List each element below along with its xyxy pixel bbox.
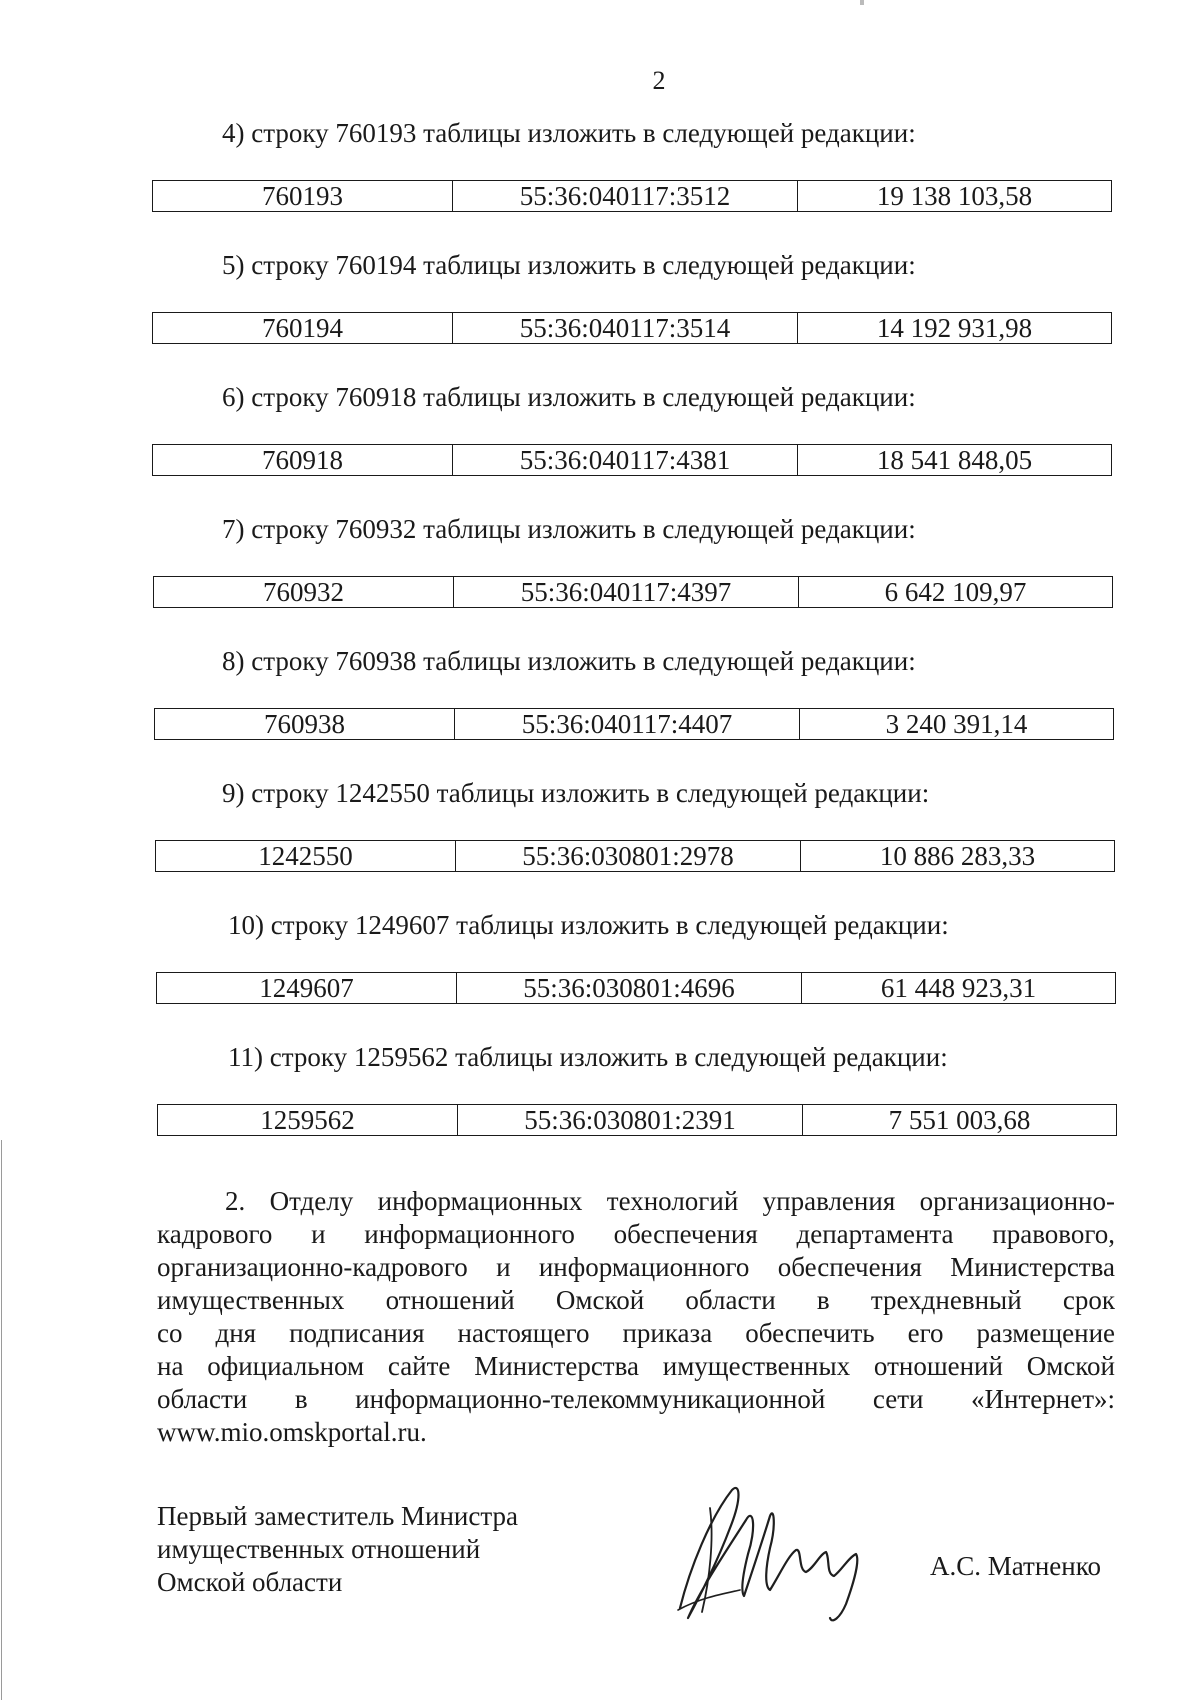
replacement-row-table bbox=[154, 708, 1114, 740]
handwritten-signature-icon bbox=[670, 1478, 880, 1628]
amendment-heading: 5) строку 760194 таблицы изложить в следующей редакции: bbox=[222, 250, 916, 280]
page-number: 2 bbox=[652, 66, 666, 95]
position-line: Омской области bbox=[157, 1567, 343, 1597]
position-line: имущественных отношений bbox=[157, 1534, 481, 1564]
table-row bbox=[155, 709, 1114, 740]
table-row bbox=[157, 973, 1116, 1004]
cadastral-value-cell: 10 886 283,33 bbox=[801, 841, 1115, 872]
replacement-row-table bbox=[153, 576, 1113, 608]
cadastral-value-cell: 6 642 109,97 bbox=[799, 577, 1113, 608]
cadastral-number-cell: 55:36:040117:4381 bbox=[453, 445, 798, 476]
table-row bbox=[153, 181, 1112, 212]
row-number-cell: 1249607 bbox=[157, 973, 457, 1004]
row-number-cell: 760918 bbox=[153, 445, 453, 476]
row-number-cell: 1259562 bbox=[158, 1105, 458, 1136]
scan-mark bbox=[860, 0, 864, 5]
cadastral-value-cell: 7 551 003,68 bbox=[803, 1105, 1117, 1136]
amendment-heading: 9) строку 1242550 таблицы изложить в следующей редакции: bbox=[222, 778, 930, 808]
cadastral-number-cell: 55:36:040117:4397 bbox=[454, 577, 799, 608]
paragraph-line: организационно-кадрового и информационного обеспечения Министерства bbox=[157, 1252, 1115, 1282]
paragraph-line: www.mio.omskportal.ru. bbox=[157, 1417, 427, 1447]
paragraph-2 bbox=[157, 1185, 1115, 1449]
replacement-row-table bbox=[152, 444, 1112, 476]
cadastral-value-cell: 19 138 103,58 bbox=[798, 181, 1112, 212]
cadastral-number-cell: 55:36:040117:3512 bbox=[453, 181, 798, 212]
paragraph-line: имущественных отношений Омской области в трехдневный срок bbox=[157, 1285, 1115, 1315]
table-row bbox=[158, 1105, 1117, 1136]
amendment-heading: 11) строку 1259562 таблицы изложить в следующей редакции: bbox=[228, 1042, 948, 1072]
row-number-cell: 760194 bbox=[153, 313, 453, 344]
paragraph-line: кадрового и информационного обеспечения департамента правового, bbox=[157, 1219, 1115, 1249]
paragraph-line: со дня подписания настоящего приказа обеспечить его размещение bbox=[157, 1318, 1115, 1348]
amendment-heading: 10) строку 1249607 таблицы изложить в следующей редакции: bbox=[228, 910, 949, 940]
cadastral-value-cell: 61 448 923,31 bbox=[802, 973, 1116, 1004]
cadastral-value-cell: 18 541 848,05 bbox=[798, 445, 1112, 476]
table-row bbox=[153, 313, 1112, 344]
row-number-cell: 1242550 bbox=[156, 841, 456, 872]
amendment-heading: 6) строку 760918 таблицы изложить в следующей редакции: bbox=[222, 382, 916, 412]
amendment-heading: 8) строку 760938 таблицы изложить в следующей редакции: bbox=[222, 646, 916, 676]
cadastral-number-cell: 55:36:030801:2978 bbox=[456, 841, 801, 872]
replacement-row-table bbox=[152, 312, 1112, 344]
position-line: Первый заместитель Министра bbox=[157, 1501, 518, 1531]
table-row bbox=[154, 577, 1113, 608]
replacement-row-table bbox=[157, 1104, 1117, 1136]
cadastral-number-cell: 55:36:040117:4407 bbox=[455, 709, 800, 740]
cadastral-number-cell: 55:36:040117:3514 bbox=[453, 313, 798, 344]
replacement-row-table bbox=[152, 180, 1112, 212]
row-number-cell: 760932 bbox=[154, 577, 454, 608]
row-number-cell: 760938 bbox=[155, 709, 455, 740]
table-row bbox=[156, 841, 1115, 872]
row-number-cell: 760193 bbox=[153, 181, 453, 212]
signatory-name: А.С. Матненко bbox=[930, 1551, 1101, 1581]
replacement-row-table bbox=[155, 840, 1115, 872]
replacement-row-table bbox=[156, 972, 1116, 1004]
amendment-heading: 7) строку 760932 таблицы изложить в следующей редакции: bbox=[222, 514, 916, 544]
cadastral-value-cell: 3 240 391,14 bbox=[800, 709, 1114, 740]
paragraph-line: области в информационно-телекоммуникационной сети «Интернет»: bbox=[157, 1384, 1115, 1414]
paragraph-line: 2. Отделу информационных технологий управления организационно- bbox=[225, 1186, 1115, 1216]
amendment-heading: 4) строку 760193 таблицы изложить в следующей редакции: bbox=[222, 118, 916, 148]
paragraph-line: на официальном сайте Министерства имущественных отношений Омской bbox=[157, 1351, 1115, 1381]
cadastral-number-cell: 55:36:030801:4696 bbox=[457, 973, 802, 1004]
table-row bbox=[153, 445, 1112, 476]
scan-edge-line bbox=[1, 1140, 2, 1700]
cadastral-number-cell: 55:36:030801:2391 bbox=[458, 1105, 803, 1136]
signatory-position bbox=[157, 1500, 518, 1599]
cadastral-value-cell: 14 192 931,98 bbox=[798, 313, 1112, 344]
